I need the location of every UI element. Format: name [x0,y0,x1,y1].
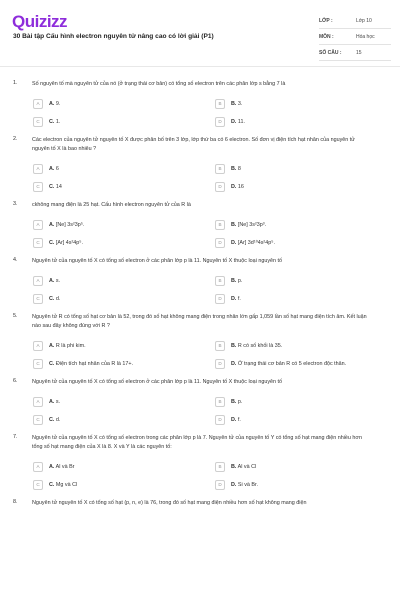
option-label [231,222,266,228]
question-row [0,499,400,508]
question-row [0,136,400,154]
option-letter: C. [49,360,55,367]
answer-option[interactable] [33,478,203,491]
quizizz-logo: Quizizz [12,12,68,31]
question-block [0,378,400,426]
question-text: Nguyên tử của nguyên tố X có tổng số electron ở các phân lớp p là 11. Nguyên tố X thuộc loại nguyên tố [32,258,283,264]
option-checkbox[interactable]: D [215,359,225,369]
question-text: Nguyên tử của nguyên tố X có tổng số electron trong các phân lớp p là 7. Nguyên tử của nguyên tố Y có tổng số hạt mang điện nhiều hơn tổng số hạt mang điện của X là 8. X và Y là các nguyên tố: [32,435,362,450]
answer-option[interactable] [33,339,203,352]
option-text: 14 [55,183,62,190]
option-text: 3. [237,100,243,107]
option-checkbox[interactable]: D [215,294,225,304]
option-letter: A. [49,277,55,284]
option-text: [Ne] 3s²3p³. [237,221,267,228]
option-letter: D. [231,295,237,302]
option-text: d. [55,416,61,423]
option-label [231,119,245,125]
option-text: Al và Br [55,463,75,470]
answer-option[interactable] [215,236,385,249]
option-label [49,296,60,302]
answer-option[interactable] [215,292,385,305]
option-letter: C. [49,239,55,246]
option-letter: A. [49,221,55,228]
option-checkbox[interactable]: C [33,182,43,192]
option-letter: B. [231,165,237,172]
answer-option[interactable] [33,357,203,370]
question-text: Các electron của nguyên tử nguyên tố X được phân bố trên 3 lớp, lớp thứ ba có 6 electron. Số đơn vị điện tích hạt nhân của nguyên tử nguyên tố X là bao nhiêu ? [32,137,355,152]
option-checkbox[interactable]: A [33,220,43,230]
option-checkbox[interactable]: A [33,276,43,286]
option-letter: A. [49,165,55,172]
option-letter: C. [49,295,55,302]
header-divider [0,66,400,67]
meta-value: Lớp 10 [356,17,372,24]
question-number: 3. [13,201,18,207]
answer-option[interactable] [33,115,203,128]
option-text: s. [55,398,61,405]
option-letter: C. [49,118,55,125]
option-checkbox[interactable]: C [33,117,43,127]
option-letter: D. [231,416,237,423]
option-checkbox[interactable]: B [215,220,225,230]
option-checkbox[interactable]: A [33,462,43,472]
option-checkbox[interactable]: C [33,359,43,369]
question-block [0,136,400,193]
meta-row-count [319,45,391,61]
option-text: 11. [237,118,245,125]
answer-option[interactable] [215,357,385,370]
question-number: 5. [13,313,18,319]
option-text: [Ar] 3d¹⁰4s²4p⁵. [237,239,275,246]
answer-option[interactable] [33,395,203,408]
answer-option[interactable] [215,274,385,287]
answer-option[interactable] [33,274,203,287]
answer-option[interactable] [215,115,385,128]
answer-options [33,274,385,305]
option-label [49,166,59,172]
option-letter: D. [231,239,237,246]
option-letter: B. [231,463,237,470]
option-label [49,101,60,107]
option-checkbox[interactable]: B [215,99,225,109]
option-label [49,482,77,488]
option-checkbox[interactable]: A [33,341,43,351]
option-checkbox[interactable]: D [215,480,225,490]
option-label [231,240,275,246]
meta-key: SỐ CÂU : [319,49,342,56]
question-text: Nguyên tử của nguyên tố X có tổng số electron ở các phân lớp p là 11. Nguyên tố X thuộc loại nguyên tố [32,379,283,385]
answer-option[interactable] [33,460,203,473]
option-label [49,417,60,423]
question-row [0,378,400,387]
answer-option[interactable] [33,162,203,175]
option-text: Mg và Cl [55,481,78,488]
option-checkbox[interactable]: C [33,480,43,490]
option-label [231,166,241,172]
option-checkbox[interactable]: B [215,397,225,407]
option-letter: B. [231,277,237,284]
option-text: 9. [55,100,61,107]
answer-option[interactable] [33,180,203,193]
option-checkbox[interactable]: B [215,164,225,174]
answer-option[interactable] [33,218,203,231]
option-text: f. [237,416,241,423]
option-text: Ở trạng thái cơ bản R có 5 electron độc thân. [237,360,347,367]
answer-option[interactable] [215,460,385,473]
option-text: R là phi kim. [55,342,86,349]
option-text: [Ne] 3s²3p⁵. [55,221,85,228]
question-text: Số nguyên tố mà nguyên tử của nó (ở trạng thái cơ bản) có tổng số electron trên các phân lớp s bằng 7 là [32,81,286,87]
question-number: 6. [13,378,18,384]
answer-options [33,218,385,249]
question-block [0,434,400,491]
question-number: 8. [13,499,18,505]
option-checkbox[interactable]: C [33,415,43,425]
option-label [231,343,282,349]
option-label [231,482,258,488]
option-text: p. [237,398,243,405]
option-letter: D. [231,183,237,190]
option-checkbox[interactable]: A [33,164,43,174]
option-checkbox[interactable]: B [215,276,225,286]
option-letter: C. [49,481,55,488]
answer-option[interactable] [215,97,385,110]
option-checkbox[interactable]: D [215,117,225,127]
question-number: 7. [13,434,18,440]
option-label [49,240,83,246]
option-text: f. [237,295,241,302]
question-text: Nguyên tử nguyên tố X có tổng số hạt (p, n, e) là 76, trong đó số hạt mang điện nhiều hơn số hạt không mang điện [32,500,307,506]
option-checkbox[interactable]: D [215,238,225,248]
answer-options [33,460,385,491]
answer-options [33,339,385,370]
option-text: s. [55,277,61,284]
question-block [0,80,400,128]
option-label [231,399,242,405]
option-letter: A. [49,463,55,470]
option-text: [Ar] 4s²4p⁵. [55,239,84,246]
option-checkbox[interactable]: D [215,415,225,425]
option-checkbox[interactable]: A [33,99,43,109]
option-label [231,278,242,284]
option-letter: C. [49,416,55,423]
option-letter: B. [231,100,237,107]
question-number: 2. [13,136,18,142]
option-checkbox[interactable]: B [215,341,225,351]
meta-table [319,13,391,61]
question-block [0,499,400,508]
question-number: 4. [13,257,18,263]
question-row [0,434,400,452]
option-text: p. [237,277,243,284]
meta-key: MÔN : [319,33,334,40]
option-letter: A. [49,342,55,349]
answer-option[interactable] [33,236,203,249]
option-checkbox[interactable]: C [33,294,43,304]
meta-key: LỚP : [319,17,333,24]
question-text: ckhông mang điện là 25 hạt. Cấu hình electron nguyên tử của R là [32,202,191,208]
option-letter: D. [231,481,237,488]
option-text: Si và Br. [237,481,258,488]
option-text: 8 [237,165,241,172]
option-text: 6 [55,165,59,172]
answer-option[interactable] [215,162,385,175]
option-letter: C. [49,183,55,190]
answer-option[interactable] [33,97,203,110]
option-letter: B. [231,398,237,405]
answer-option[interactable] [33,292,203,305]
option-text: 1. [55,118,61,125]
worksheet-title: 30 Bài tập Cấu hình electron nguyên tử nâng cao có lời giải (P1) [13,33,214,40]
answer-option[interactable] [215,395,385,408]
question-row [0,80,400,89]
meta-value: 15 [356,49,362,56]
answer-options [33,162,385,193]
option-letter: D. [231,360,237,367]
option-text: 16 [237,183,244,190]
option-text: Al và Cl [237,463,257,470]
answer-option[interactable] [215,413,385,426]
option-letter: A. [49,100,55,107]
option-letter: B. [231,342,237,349]
option-checkbox[interactable]: A [33,397,43,407]
option-label [231,296,241,302]
option-label [49,278,60,284]
question-number: 1. [13,80,18,86]
option-label [49,361,133,367]
option-label [49,399,60,405]
question-block [0,313,400,370]
meta-value: Hóa học [356,33,375,40]
worksheet-header [0,0,400,66]
option-letter: D. [231,118,237,125]
question-row [0,257,400,266]
option-checkbox[interactable]: C [33,238,43,248]
answer-option[interactable] [33,413,203,426]
option-text: Điện tích hạt nhân của R là 17+. [55,360,134,367]
option-label [231,417,241,423]
answer-option[interactable] [215,180,385,193]
question-row [0,201,400,210]
meta-row-class [319,13,391,29]
option-checkbox[interactable]: D [215,182,225,192]
answer-option[interactable] [215,339,385,352]
question-list [0,80,400,516]
option-text: R có số khối là 35. [237,342,283,349]
option-label [49,343,86,349]
option-label [49,184,62,190]
question-row [0,313,400,331]
option-letter: B. [231,221,237,228]
meta-row-subject [319,29,391,45]
option-checkbox[interactable]: B [215,462,225,472]
answer-option[interactable] [215,478,385,491]
answer-options [33,97,385,128]
option-label [231,184,244,190]
option-label [49,222,85,228]
answer-options [33,395,385,426]
question-text: Nguyên tử R có tổng số hạt cơ bản là 52, trong đó số hạt không mang điện trong nhân lớn gấp 1,059 lần số hạt mang điện tích âm. Kết luận nào sau đây không đúng với R ? [32,314,367,329]
option-label [231,101,242,107]
question-block [0,257,400,305]
option-text: d. [55,295,61,302]
option-label [49,119,60,125]
option-label [49,464,74,470]
option-letter: A. [49,398,55,405]
option-label [231,464,256,470]
answer-option[interactable] [215,218,385,231]
question-block [0,201,400,249]
option-label [231,361,346,367]
